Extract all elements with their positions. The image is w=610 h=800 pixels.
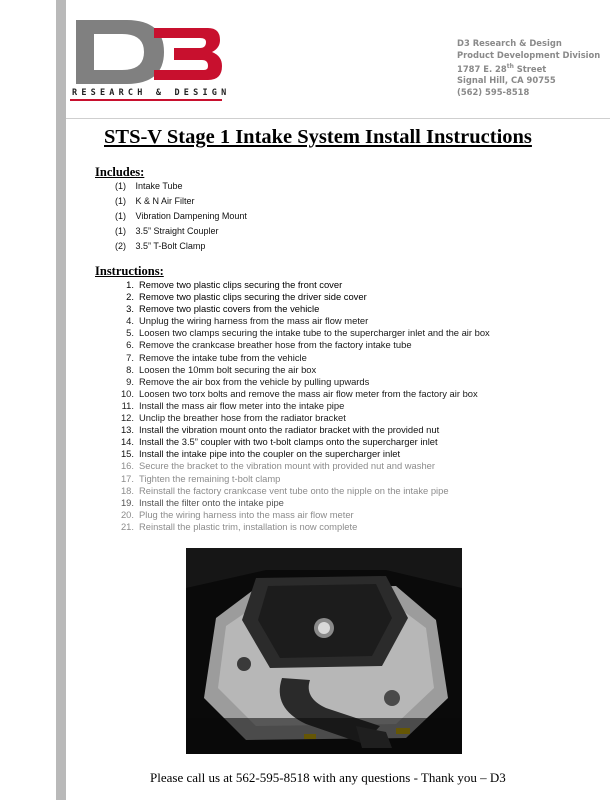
company-division: Product Development Division [457,49,601,60]
left-margin-bar [56,0,66,800]
step-text: Unplug the wiring harness from the mass air flow meter [139,315,369,327]
include-name: Vibration Dampening Mount [135,211,247,221]
step-number: 5. [126,327,134,339]
includes-list [115,179,247,254]
instruction-step [113,400,490,412]
header-divider [66,118,610,119]
street-number: 1787 E. 28 [457,63,507,74]
include-name: 3.5” Straight Coupler [135,226,219,236]
instruction-step [113,473,490,485]
engine-bay-photo [186,548,462,754]
instruction-step [113,497,490,509]
step-number: 14. [120,436,134,448]
step-text: Install the 3.5” coupler with two t-bolt clamps onto the supercharger inlet [139,436,438,448]
company-address-block [457,38,600,98]
instruction-step [113,448,490,460]
step-text: Plug the wiring harness into the mass air flow meter [139,508,354,520]
step-text: Reinstall the plastic trim, installation is now complete [139,520,358,532]
include-item [115,239,247,254]
include-item [115,224,247,239]
step-number: 20. [120,508,134,520]
step-text: Remove two plastic clips securing the front cover [139,279,343,290]
instruction-step [113,509,490,521]
step-number: 18. [120,484,134,496]
step-number: 2. [126,291,134,303]
step-text: Install the vibration mount onto the radiator bracket with the provided nut [139,424,440,436]
instruction-step [113,327,490,339]
step-text: Reinstall the factory crankcase vent tube onto the nipple on the intake pipe [139,484,449,496]
step-number: 21. [120,520,134,532]
company-street [457,61,600,75]
step-text: Remove the intake tube from the vehicle [139,351,307,363]
instruction-step [113,376,490,388]
step-number: 4. [126,315,134,327]
company-name: D3 Research & Design [457,38,562,48]
instruction-step [113,352,490,364]
include-item [115,194,247,209]
step-number: 11. [121,399,134,411]
step-number: 7. [126,351,134,363]
instruction-step [113,364,490,376]
step-text: Remove two plastic covers from the vehicle [139,303,320,315]
street-name: Street [513,63,547,74]
step-text: Remove the crankcase breather hose from the factory intake tube [139,339,412,351]
instruction-step [113,424,490,436]
footer-contact: Please call us at 562-595-8518 with any questions - Thank you – D3 [150,770,506,785]
step-number: 19. [120,496,134,508]
document-title: STS-V Stage 1 Intake System Install Instructions [104,126,532,148]
instruction-step [113,460,490,472]
include-name: Intake Tube [135,181,183,191]
step-number: 3. [126,303,134,315]
instruction-step [113,279,490,291]
step-number: 12. [120,412,134,424]
include-qty: (2) [115,241,126,251]
step-text: Remove the air box from the vehicle by pulling upwards [139,375,370,387]
instruction-step [113,303,490,315]
include-item [115,179,247,194]
include-name: 3.5” T-Bolt Clamp [135,241,206,251]
step-text: Unclip the breather hose from the radiator bracket [139,412,346,424]
instruction-step [113,315,490,327]
step-text: Secure the bracket to the vibration mount with provided nut and washer [139,460,436,472]
instruction-step [113,291,490,303]
includes-heading: Includes: [95,165,145,179]
step-number: 13. [120,424,134,436]
logo-tagline: RESEARCH & DESIGN [72,88,231,98]
instruction-step [113,485,490,497]
instructions-heading: Instructions: [95,264,164,278]
step-number: 17. [120,472,134,484]
company-city: Signal Hill, CA 90755 [457,75,556,86]
step-number: 6. [126,339,134,351]
instruction-step [113,436,490,448]
step-number: 16. [120,460,134,472]
instruction-step [113,388,490,400]
step-text: Loosen the 10mm bolt securing the air box [139,363,317,375]
step-text: Install the intake pipe into the coupler on the supercharger inlet [139,448,401,460]
include-qty: (1) [115,196,126,206]
step-text: Install the filter onto the intake pipe [139,496,284,508]
instruction-step [113,412,490,424]
include-qty: (1) [115,211,126,221]
include-qty: (1) [115,226,126,236]
step-number: 8. [126,363,134,375]
include-qty: (1) [115,181,126,191]
instruction-step [113,339,490,351]
step-text: Remove two plastic clips securing the driver side cover [139,291,367,303]
step-number: 10. [120,387,134,399]
step-text: Loosen two torx bolts and remove the mass air flow meter from the factory air box [139,387,478,399]
logo-underline [70,99,222,101]
step-text: Loosen two clamps securing the intake tube to the supercharger inlet and the air box [139,327,490,339]
step-number: 15. [120,448,134,460]
include-name: K & N Air Filter [135,196,195,206]
step-number: 1. [126,279,134,290]
instruction-step [113,521,490,533]
include-item [115,209,247,224]
step-text: Install the mass air flow meter into the intake pipe [139,399,345,411]
instructions-list [113,279,490,533]
step-number: 9. [126,375,134,387]
step-text: Tighten the remaining t-bolt clamp [139,472,281,484]
company-phone: (562) 595-8518 [457,86,530,97]
street-ordinal: th [506,63,514,70]
